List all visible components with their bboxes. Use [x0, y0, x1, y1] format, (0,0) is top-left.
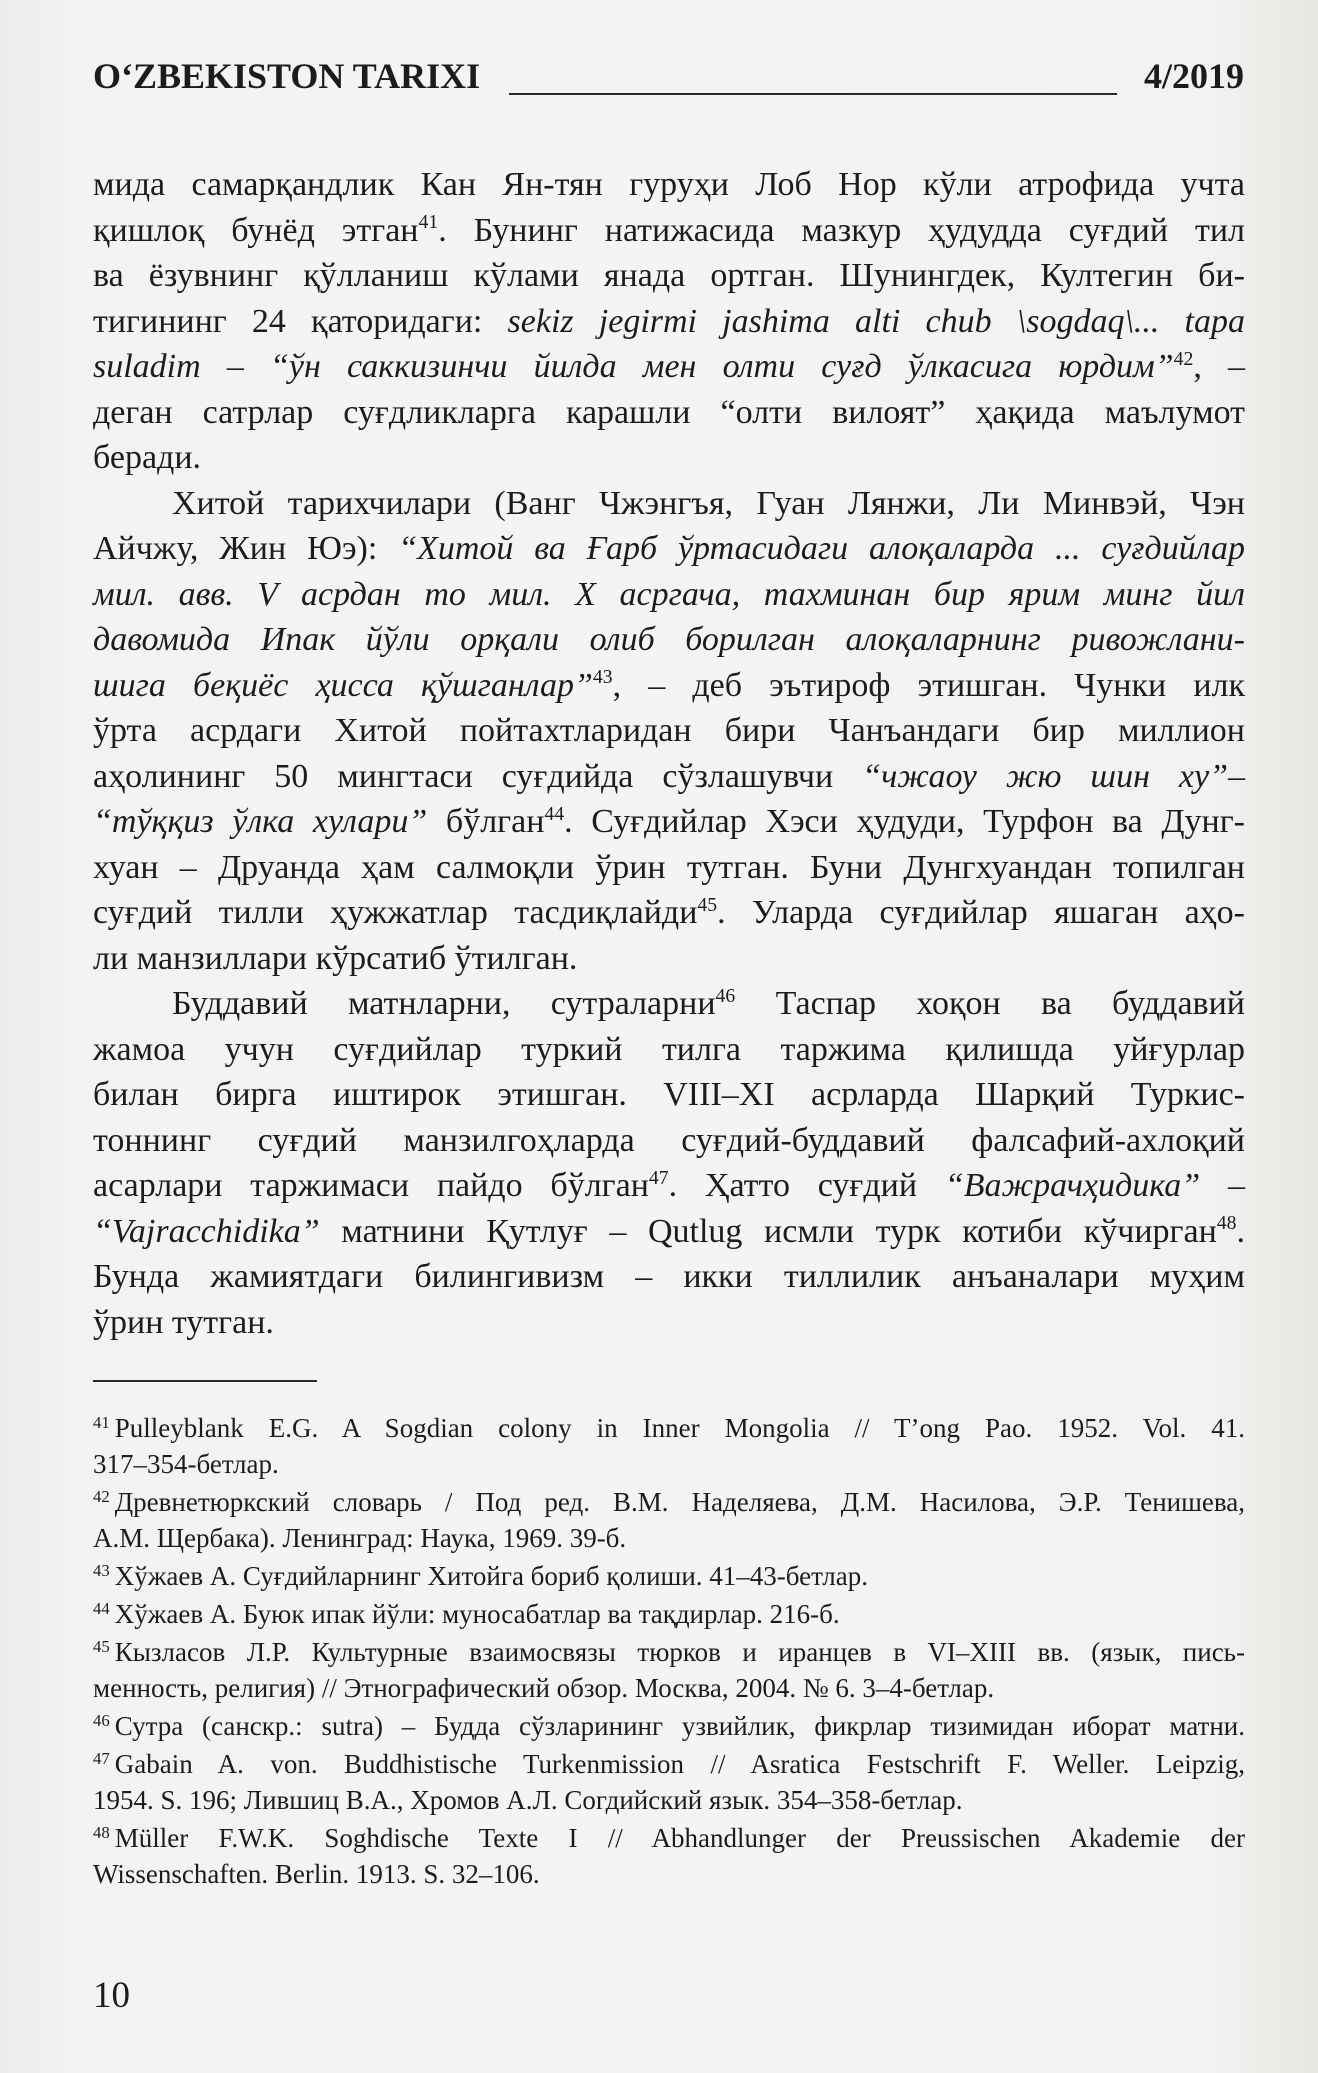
line-text — [93, 1820, 1245, 1856]
text-run: Айчжу, Жин Юэ): — [93, 530, 399, 567]
text-run: хуан – Друанда ҳам салмоқли ўрин тутган. Буни Дунгхуандан топилган — [93, 848, 1245, 886]
text-run: жамоа учун суғдийлар туркий тилга таржима қилишда уйғурлар — [93, 1030, 1245, 1068]
text-run: . Уларда суғдийлар яшаган аҳо- — [717, 894, 1245, 931]
text-run: – — [1228, 757, 1245, 795]
text-run: ли манзиллари кўрсатиб ўтилган. — [93, 939, 578, 977]
body-line — [93, 1118, 1245, 1164]
body-line — [93, 845, 1245, 891]
footnote-line — [93, 1596, 1245, 1632]
line-text — [93, 754, 1245, 800]
text-run: . Бунинг натижасида мазкур ҳудудда суғдий тил — [438, 211, 1245, 249]
text-run: бўлган — [427, 803, 545, 840]
footnote — [93, 1708, 1245, 1744]
paragraph — [93, 162, 1245, 481]
text-run: – — [200, 348, 271, 385]
italic-text: sekiz jegirmi jashima alti chub \sogdaq\... tapa — [507, 302, 1245, 340]
footnote-number: 46 — [93, 1710, 110, 1730]
paragraph — [93, 481, 1245, 982]
text-run: тигининг 24 қаторидаги: — [93, 302, 508, 340]
italic-quote: “Важрачҳидика” — [944, 1167, 1201, 1204]
line-text — [172, 981, 1245, 1027]
body-line — [93, 799, 1245, 845]
body-line — [93, 663, 1245, 709]
italic-quote: мил. авв. V асрдан то мил. X асргача, тахминан бир ярим минг йил — [93, 575, 1245, 613]
footnote-line — [93, 1708, 1245, 1744]
text-run: суғдий тилли ҳужжатлар тасдиқлайди — [93, 894, 698, 931]
body-line — [93, 1254, 1245, 1300]
text-run: Бунда жамиятдаги билингивизм – икки тиллилик анъаналари муҳим — [93, 1258, 1245, 1295]
text-run: ўрин тутган. — [93, 1303, 274, 1341]
text-run: , – — [1193, 348, 1246, 385]
text-run: Таспар хоқон ва буддавий — [735, 985, 1245, 1022]
body-line — [93, 754, 1245, 800]
text-run: билан бирга иштирок этишган. VIII–XI асрларда Шарқий Туркис- — [93, 1076, 1245, 1113]
footnote-number: 44 — [93, 1598, 110, 1618]
italic-quote: шига беқиёс ҳисса қўшганлар” — [93, 666, 593, 704]
body-line — [93, 981, 1245, 1027]
footnote-line — [93, 1484, 1245, 1520]
italic-text: suladim — [93, 348, 201, 385]
footnote-line — [93, 1446, 1245, 1482]
text-run: Буддавий матнларни, сутраларни — [172, 985, 716, 1022]
footnote — [93, 1558, 1245, 1594]
page-number: 10 — [93, 1975, 130, 2016]
text-run: мида самарқандлик Кан Ян-тян гуруҳи Лоб Нор кўли атрофида учта — [93, 166, 1245, 203]
line-text — [93, 890, 1245, 936]
text-run: Хитой тарихчилари (Ванг Чжэнгъя, Гуан Лянжи, Ли Минвэй, Чэн — [172, 484, 1245, 522]
text-run: қишлоқ бунёд этган — [93, 211, 419, 249]
italic-quote: “чжаоу жю шин ху” — [862, 757, 1228, 795]
body-line — [93, 344, 1245, 390]
text-run: ўрта асрдаги Хитой пойтахтларидан бири Чанъандаги бир миллион — [93, 712, 1245, 749]
body-line — [93, 1027, 1245, 1073]
line-text — [93, 1163, 1245, 1209]
body-line — [93, 936, 1245, 982]
footnote-ref: 41 — [418, 211, 439, 234]
footnote — [93, 1484, 1245, 1556]
footnote-text: Gabain A. von. Buddhistische Turkenmission // Asratica Festschrift F. Weller. Leipzig, — [114, 1749, 1245, 1779]
article-body — [93, 162, 1245, 1345]
paragraph — [93, 981, 1245, 1345]
footnote-text: 1954. S. 196; Лившиц В.А., Хромов А.Л. Согдийский язык. 354–358-бетлар. — [93, 1785, 963, 1815]
text-run: . Суғдийлар Хэси ҳудуди, Турфон ва Дунг- — [564, 803, 1245, 840]
line-text — [93, 1708, 1245, 1744]
body-line — [93, 162, 1245, 208]
footnote-line — [93, 1782, 1245, 1818]
footnote-text: Древнетюркский словарь / Под ред. В.М. Наделяева, Д.М. Насилова, Э.Р. Тенишева, — [114, 1487, 1245, 1517]
line-text — [93, 1484, 1245, 1520]
text-run: . Ҳатто суғдий — [668, 1167, 945, 1204]
footnote-line — [93, 1634, 1245, 1670]
body-line — [93, 617, 1245, 663]
footnote-line — [93, 1670, 1245, 1706]
text-run: тоннинг суғдий манзилгоҳларда суғдий-буддавий фалсафий-ахлоқий — [93, 1121, 1245, 1159]
line-text — [93, 799, 1245, 845]
footnote-number: 42 — [93, 1486, 110, 1506]
footnote-line — [93, 1746, 1245, 1782]
footnote-number: 45 — [93, 1636, 110, 1656]
body-line — [93, 481, 1245, 527]
body-line — [93, 1072, 1245, 1118]
footnotes — [93, 1410, 1245, 1892]
header-rule — [509, 93, 1117, 95]
text-run: ва ёзувнинг қўлланиш кўлами янада ортган. Шунингдек, Култегин би- — [93, 257, 1245, 294]
footnote-line — [93, 1520, 1245, 1556]
issue-number: 4/2019 — [1143, 56, 1244, 96]
italic-quote: “тўққиз ўлка хулари” — [93, 803, 428, 840]
body-line — [93, 1300, 1245, 1346]
text-run: асарлари таржимаси пайдо бўлган — [93, 1167, 649, 1204]
line-text — [93, 1410, 1245, 1446]
line-text — [93, 1596, 840, 1632]
footnote-text: Хўжаев А. Суғдийларнинг Хитойга бориб қолиши. 41–43-бетлар. — [114, 1561, 868, 1591]
line-text — [93, 299, 1245, 345]
text-run: , – деб эътироф этишган. Чунки илк — [612, 666, 1245, 704]
footnote-text: Wissenschaften. Berlin. 1913. S. 32–106. — [93, 1859, 540, 1889]
line-text — [93, 663, 1245, 709]
footnote-number: 43 — [93, 1560, 110, 1580]
line-text — [93, 526, 1245, 572]
body-line — [93, 435, 1245, 481]
line-text — [93, 1634, 1245, 1670]
footnote-ref: 44 — [544, 802, 565, 825]
footnote — [93, 1596, 1245, 1632]
text-run: аҳолининг 50 мингтаси суғдийда сўзлашувчи — [93, 757, 863, 795]
footnote-ref: 48 — [1216, 1212, 1237, 1235]
footnote-text: менность, религия) // Этнографический обзор. Москва, 2004. № 6. 3–4-бетлар. — [93, 1673, 995, 1703]
footnote-text: Сутра (санскр.: sutra) – Будда сўзларининг узвийлик, фикрлар тизимидан иборат матни. — [114, 1711, 1245, 1741]
footnote-number: 48 — [93, 1822, 110, 1842]
footnote-text: Pulleyblank E.G. A Sogdian colony in Inner Mongolia // T’ong Pao. 1952. Vol. 41. — [114, 1413, 1245, 1443]
line-text — [93, 1209, 1245, 1255]
journal-title: O‘ZBEKISTON TARIXI — [93, 56, 481, 96]
footnote-ref: 42 — [1173, 347, 1194, 370]
footnote-line — [93, 1410, 1245, 1446]
footnote-text: 317–354-бетлар. — [93, 1449, 279, 1479]
italic-quote: “ўн саккизинчи йилда мен олти суғд ўлкасига юрдим” — [270, 348, 1174, 385]
body-line — [93, 299, 1245, 345]
text-run: беради. — [93, 439, 202, 476]
italic-quote: “Vajracchidika” — [93, 1212, 320, 1250]
body-line — [93, 1163, 1245, 1209]
line-text — [93, 1746, 1245, 1782]
body-line — [93, 708, 1245, 754]
italic-quote: давомида Ипак йўли орқали олиб борилган алоқаларнинг ривожлани- — [93, 621, 1245, 658]
footnote-text: Кызласов Л.Р. Культурные взаимосвязы тюрков и иранцев в VI–XIII вв. (язык, пись- — [114, 1637, 1245, 1667]
footnote-ref: 45 — [697, 893, 718, 916]
line-text — [93, 1558, 868, 1594]
footnote-number: 47 — [93, 1748, 110, 1768]
line-text — [93, 208, 1245, 254]
italic-quote: “Хитой ва Ғарб ўртасидаги алоқаларда ... суғдийлар — [398, 530, 1245, 567]
footnote-line — [93, 1856, 1245, 1892]
footnote-ref: 46 — [715, 984, 736, 1007]
footnote-line — [93, 1558, 1245, 1594]
footnote-text: Хўжаев А. Буюк ипак йўли: муносабатлар ва тақдирлар. 216-б. — [114, 1599, 840, 1629]
line-text — [93, 344, 1245, 390]
body-line — [93, 208, 1245, 254]
footnote-ref: 47 — [648, 1166, 669, 1189]
text-run: матнини Қутлуғ – Qutlug исмли турк котиби кўчирган — [319, 1212, 1217, 1250]
text-run: . — [1236, 1212, 1245, 1250]
footnote — [93, 1410, 1245, 1482]
body-line — [93, 526, 1245, 572]
body-line — [93, 890, 1245, 936]
footnote — [93, 1746, 1245, 1818]
footnote-ref: 43 — [592, 666, 613, 689]
footnote-text: А.М. Щербака). Ленинград: Наука, 1969. 39-б. — [93, 1523, 627, 1553]
footnote-separator — [93, 1380, 317, 1382]
body-line — [93, 1209, 1245, 1255]
footnote — [93, 1820, 1245, 1892]
footnote-text: Müller F.W.K. Soghdische Texte I // Abhandlunger der Preussischen Akademie der — [114, 1823, 1245, 1853]
footnote-number: 41 — [93, 1412, 110, 1432]
body-line — [93, 572, 1245, 618]
footnote-line — [93, 1820, 1245, 1856]
text-run: – — [1200, 1167, 1246, 1204]
footnote — [93, 1634, 1245, 1706]
text-run: деган сатрлар суғдликларга карашли “олти вилоят” ҳақида маълумот — [93, 393, 1245, 431]
body-line — [93, 253, 1245, 299]
body-line — [93, 390, 1245, 436]
